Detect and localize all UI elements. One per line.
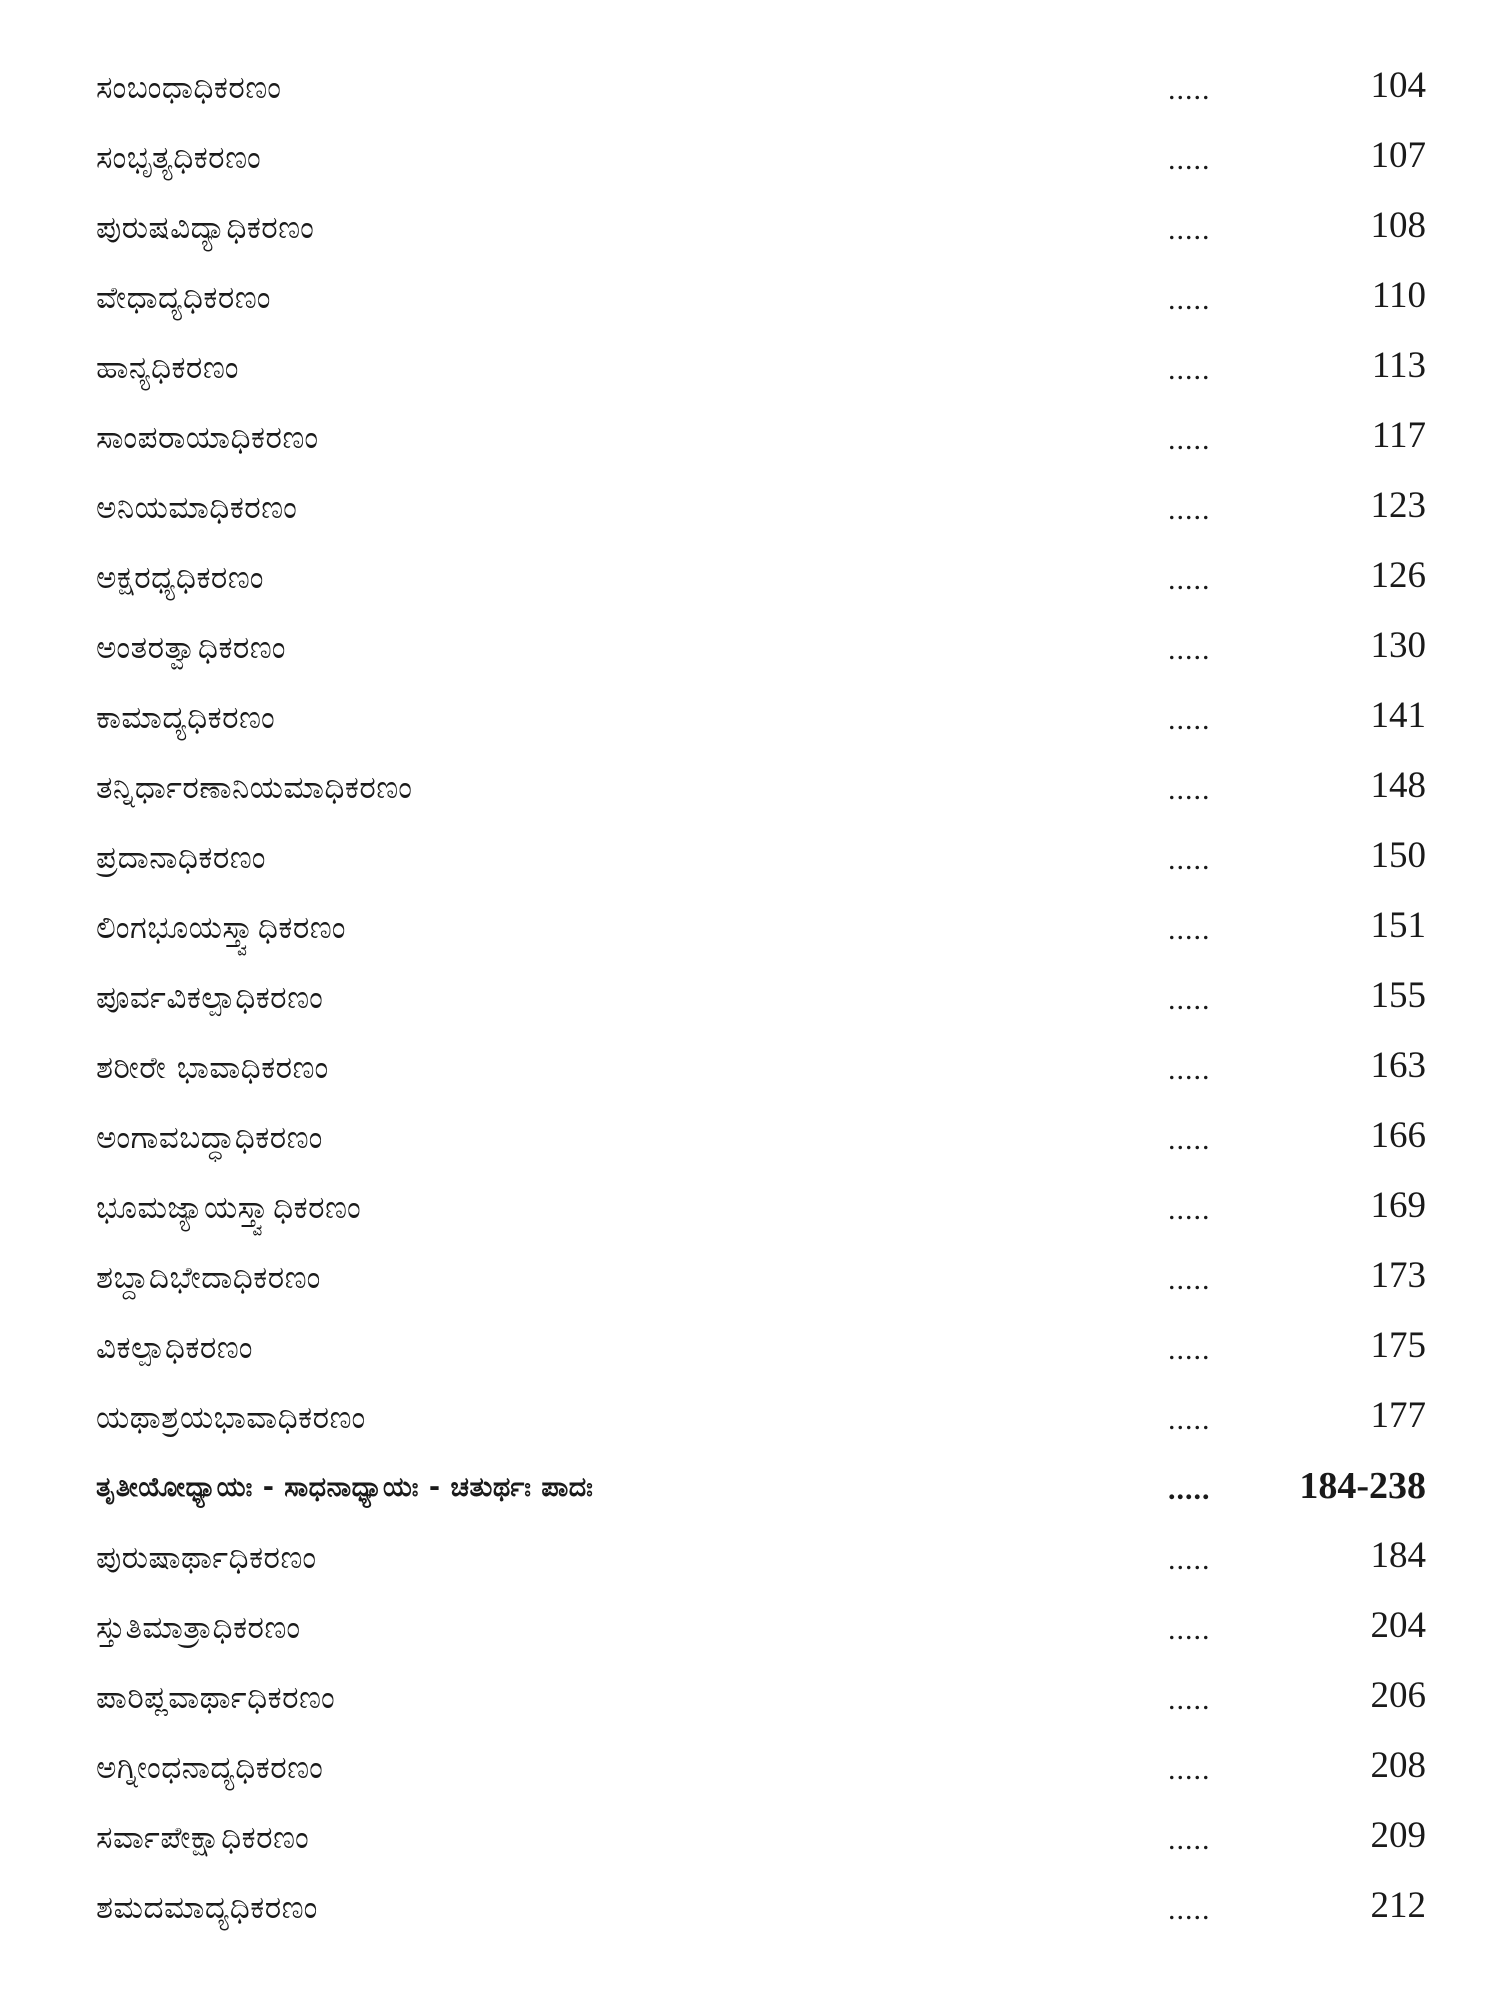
toc-entry (96, 340, 1426, 410)
toc-entry-page: 107 (1370, 135, 1426, 176)
toc-entry-title: ಶರೀರೇ ಭಾವಾಧಿಕರಣಂ (96, 1050, 329, 1086)
toc-entry (96, 1250, 1426, 1320)
table-of-contents (96, 60, 1426, 1950)
dot-leader: ..... (1168, 1753, 1211, 1786)
toc-entry (96, 620, 1426, 690)
toc-entry (96, 1600, 1426, 1670)
dot-leader: ..... (1168, 423, 1211, 456)
toc-entry (96, 1880, 1426, 1950)
toc-entry (96, 60, 1426, 130)
toc-entry (96, 1390, 1426, 1460)
toc-entry (96, 830, 1426, 900)
section-heading-title: ತೃತೀಯೋಧ್ಯಾಯಃ - ಸಾಧನಾಧ್ಯಾಯಃ - ಚತುರ್ಥಃ ಪಾದಃ (96, 1472, 594, 1503)
dot-leader: ..... (1168, 1473, 1211, 1506)
toc-entry-page: 150 (1370, 835, 1426, 876)
toc-entry-page: 104 (1370, 65, 1426, 106)
toc-entry-title: ಅನಿಯಮಾಧಿಕರಣಂ (96, 490, 298, 526)
toc-entry (96, 1110, 1426, 1180)
toc-entry-page: 108 (1370, 205, 1426, 246)
dot-leader: ..... (1168, 143, 1211, 176)
toc-entry-title: ಶಬ್ದಾದಿಭೇದಾಧಿಕರಣಂ (96, 1260, 321, 1296)
dot-leader: ..... (1168, 563, 1211, 596)
toc-entry-page: 169 (1370, 1185, 1426, 1226)
toc-entry-title: ಅಂತರತ್ವಾಧಿಕರಣಂ (96, 630, 286, 666)
dot-leader: ..... (1168, 773, 1211, 806)
toc-entry (96, 970, 1426, 1040)
dot-leader: ..... (1168, 843, 1211, 876)
toc-entry-page: 155 (1370, 975, 1426, 1016)
toc-entry-title: ಪುರುಷಾರ್ಥಾಧಿಕರಣಂ (96, 1540, 317, 1576)
dot-leader: ..... (1168, 913, 1211, 946)
toc-entry-page: 208 (1370, 1745, 1426, 1786)
dot-leader: ..... (1168, 1403, 1211, 1436)
toc-entry-page: 151 (1370, 905, 1426, 946)
toc-entry-page: 209 (1370, 1815, 1426, 1856)
toc-entry-title: ಶಮದಮಾದ್ಯಧಿಕರಣಂ (96, 1890, 318, 1926)
dot-leader: ..... (1168, 633, 1211, 666)
toc-entry (96, 760, 1426, 830)
toc-entry-page: 173 (1370, 1255, 1426, 1296)
toc-entry-title: ಲಿಂಗಭೂಯಸ್ತ್ವಾಧಿಕರಣಂ (96, 910, 346, 946)
dot-leader: ..... (1168, 1683, 1211, 1716)
toc-entry (96, 1530, 1426, 1600)
toc-entry-title: ಅಂಗಾವಬದ್ಧಾಧಿಕರಣಂ (96, 1120, 323, 1156)
toc-entry-page: 166 (1370, 1115, 1426, 1156)
toc-entry (96, 200, 1426, 270)
toc-entry (96, 270, 1426, 340)
toc-entry-title: ಸಂಭೃತ್ಯಧಿಕರಣಂ (96, 140, 262, 176)
toc-entry-title: ಅಕ್ಷರಧ್ಯಧಿಕರಣಂ (96, 560, 265, 596)
section-page-range: 184-238 (1299, 1465, 1426, 1507)
toc-entry-title: ತನ್ನಿರ್ಧಾರಣಾನಿಯಮಾಧಿಕರಣಂ (96, 770, 413, 806)
toc-entry-page: 206 (1370, 1675, 1426, 1716)
dot-leader: ..... (1168, 493, 1211, 526)
toc-entry-page: 212 (1370, 1885, 1426, 1926)
dot-leader: ..... (1168, 1333, 1211, 1366)
toc-entry (96, 480, 1426, 550)
dot-leader: ..... (1168, 1613, 1211, 1646)
toc-entry-page: 113 (1371, 345, 1426, 386)
dot-leader: ..... (1168, 1543, 1211, 1576)
toc-entry-page: 130 (1370, 625, 1426, 666)
toc-entry-title: ಪೂರ್ವವಿಕಲ್ಪಾಧಿಕರಣಂ (96, 980, 324, 1016)
toc-entry (96, 130, 1426, 200)
dot-leader: ..... (1168, 1123, 1211, 1156)
toc-entry (96, 1810, 1426, 1880)
toc-entry-page: 177 (1370, 1395, 1426, 1436)
toc-entry-page: 184 (1370, 1535, 1426, 1576)
dot-leader: ..... (1168, 73, 1211, 106)
toc-entry-title: ವೇಧಾದ್ಯಧಿಕರಣಂ (96, 280, 271, 316)
toc-entry-title: ಪಾರಿಪ್ಲವಾರ್ಥಾಧಿಕರಣಂ (96, 1680, 336, 1716)
toc-entry (96, 410, 1426, 480)
toc-entry-title: ಸ್ತುತಿಮಾತ್ರಾಧಿಕರಣಂ (96, 1610, 301, 1646)
toc-entry-title: ಕಾಮಾದ್ಯಧಿಕರಣಂ (96, 700, 276, 736)
toc-entry-title: ಹಾನ್ಯಧಿಕರಣಂ (96, 350, 240, 386)
toc-entry-title: ಪುರುಷವಿದ್ಯಾಧಿಕರಣಂ (96, 210, 315, 246)
dot-leader: ..... (1168, 1053, 1211, 1086)
toc-entry-page: 110 (1371, 275, 1426, 316)
section-heading-row (96, 1460, 1426, 1530)
toc-entry (96, 1670, 1426, 1740)
dot-leader: ..... (1168, 1193, 1211, 1226)
toc-entry (96, 1740, 1426, 1810)
toc-entry-page: 123 (1370, 485, 1426, 526)
toc-entry-page: 204 (1370, 1605, 1426, 1646)
dot-leader: ..... (1168, 703, 1211, 736)
toc-entry-page: 141 (1370, 695, 1426, 736)
toc-entry (96, 900, 1426, 970)
toc-entry (96, 1320, 1426, 1390)
toc-entry-page: 126 (1370, 555, 1426, 596)
toc-entry-page: 163 (1370, 1045, 1426, 1086)
dot-leader: ..... (1168, 1893, 1211, 1926)
toc-entry-page: 148 (1370, 765, 1426, 806)
toc-entry-title: ಸಾಂಪರಾಯಾಧಿಕರಣಂ (96, 420, 319, 456)
toc-entry-title: ವಿಕಲ್ಪಾಧಿಕರಣಂ (96, 1330, 253, 1366)
toc-entry-title: ಭೂಮಜ್ಯಾಯಸ್ತ್ವಾಧಿಕರಣಂ (96, 1190, 362, 1226)
toc-entry-title: ಅಗ್ನೀಂಧನಾದ್ಯಧಿಕರಣಂ (96, 1750, 324, 1786)
toc-entry (96, 1180, 1426, 1250)
toc-entry-title: ಯಥಾಶ್ರಯಭಾವಾಧಿಕರಣಂ (96, 1400, 366, 1436)
toc-entry (96, 1040, 1426, 1110)
toc-entry-title: ಸರ್ವಾಪೇಕ್ಷಾಧಿಕರಣಂ (96, 1820, 310, 1856)
toc-entry-title: ಪ್ರದಾನಾಧಿಕರಣಂ (96, 840, 266, 876)
toc-entry (96, 550, 1426, 620)
toc-entry-page: 117 (1371, 415, 1426, 456)
dot-leader: ..... (1168, 213, 1211, 246)
dot-leader: ..... (1168, 283, 1211, 316)
dot-leader: ..... (1168, 983, 1211, 1016)
dot-leader: ..... (1168, 1263, 1211, 1296)
toc-entry-title: ಸಂಬಂಧಾಧಿಕರಣಂ (96, 70, 282, 106)
dot-leader: ..... (1168, 1823, 1211, 1856)
toc-entry (96, 690, 1426, 760)
toc-entry-page: 175 (1370, 1325, 1426, 1366)
dot-leader: ..... (1168, 353, 1211, 386)
